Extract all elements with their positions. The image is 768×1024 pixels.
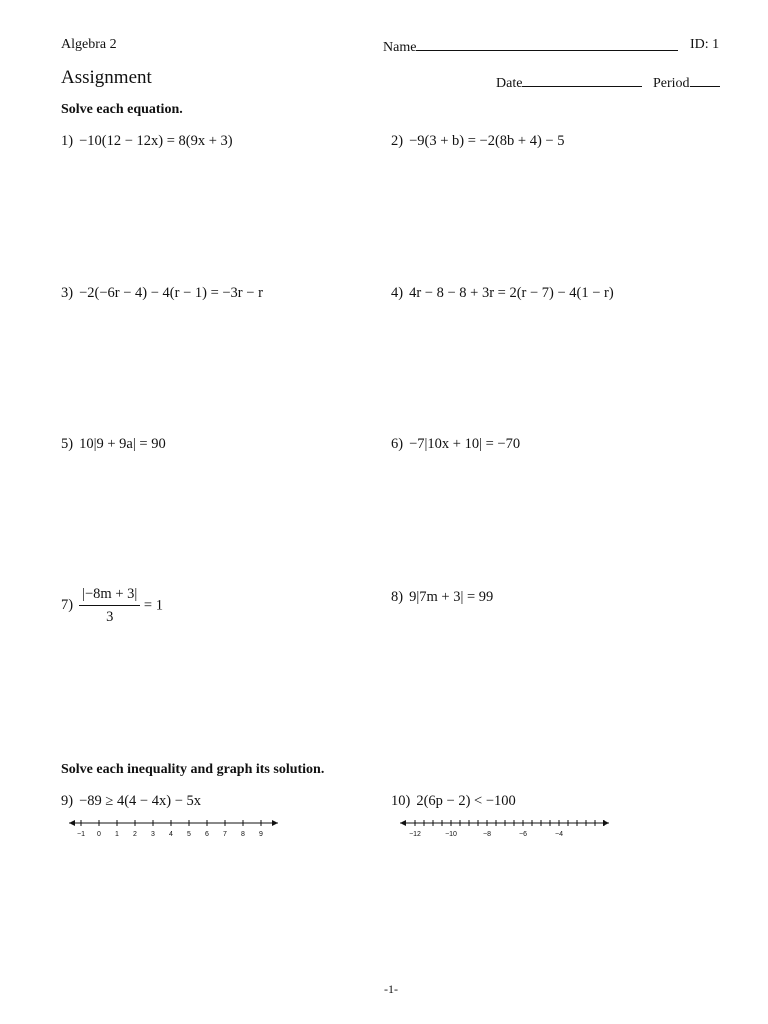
- date-blank[interactable]: [522, 73, 642, 87]
- problem-2: [391, 133, 564, 150]
- problem-equation: −9(3 + b) = −2(8b + 4) − 5: [409, 133, 565, 149]
- problem-number: 1): [61, 133, 74, 149]
- tick-label: −6: [519, 831, 527, 838]
- arrow-right-icon: [272, 820, 278, 826]
- tick-label: −10: [445, 831, 457, 838]
- name-blank[interactable]: [416, 37, 678, 51]
- tick-label: 0: [97, 831, 101, 838]
- fraction-rhs: = 1: [143, 597, 163, 614]
- tick-label: 2: [133, 831, 137, 838]
- problem-equation: −7|10x + 10| = −70: [409, 436, 521, 452]
- course-name: Algebra 2: [61, 37, 117, 52]
- tick-label: −12: [409, 831, 421, 838]
- problem-9: [61, 793, 201, 810]
- problem-equation: 4r − 8 − 8 + 3r = 2(r − 7) − 4(1 − r): [409, 285, 614, 301]
- problem-6: [391, 436, 520, 453]
- problem-8: [391, 589, 493, 606]
- tick-label: −1: [77, 831, 85, 838]
- problem-number: 3): [61, 285, 74, 301]
- problem-7: [61, 586, 163, 626]
- problem-number: 10): [391, 793, 411, 809]
- fraction: [79, 586, 140, 626]
- id-label: ID: 1: [690, 37, 720, 52]
- problem-equation: 10|9 + 9a| = 90: [79, 436, 166, 452]
- tick-label: 8: [241, 831, 245, 838]
- tick-label: 4: [169, 831, 173, 838]
- tick-label: −8: [483, 831, 491, 838]
- arrow-left-icon: [69, 820, 75, 826]
- problem-number: 6): [391, 436, 404, 452]
- page-title: Assignment: [61, 67, 152, 88]
- problem-4: [391, 285, 614, 302]
- problem-5: [61, 436, 166, 453]
- equations-instruction: Solve each equation.: [61, 102, 183, 117]
- problem-number: 5): [61, 436, 74, 452]
- tick-label: 7: [223, 831, 227, 838]
- name-label: Name: [383, 40, 417, 55]
- problem-1: [61, 133, 233, 150]
- number-line-10[interactable]: [397, 815, 612, 841]
- problem-number: 7): [61, 597, 74, 614]
- tick-label: 5: [187, 831, 191, 838]
- problem-number: 9): [61, 793, 74, 809]
- date-label: Date: [496, 76, 523, 91]
- problem-number: 2): [391, 133, 404, 149]
- problem-equation: −2(−6r − 4) − 4(r − 1) = −3r − r: [79, 285, 263, 301]
- tick-label: 1: [115, 831, 119, 838]
- period-blank[interactable]: [690, 73, 720, 87]
- period-label: Period: [653, 76, 690, 91]
- tick-label: 6: [205, 831, 209, 838]
- arrow-left-icon: [400, 820, 406, 826]
- problem-equation: −89 ≥ 4(4 − 4x) − 5x: [79, 793, 201, 809]
- inequalities-instruction: Solve each inequality and graph its solution.: [61, 762, 325, 777]
- date-field[interactable]: [496, 73, 642, 92]
- period-field[interactable]: [653, 73, 720, 92]
- tick-label: 3: [151, 831, 155, 838]
- problem-equation: 9|7m + 3| = 99: [409, 589, 494, 605]
- problem-number: 4): [391, 285, 404, 301]
- problem-10: [391, 793, 516, 810]
- problem-equation: 2(6p − 2) < −100: [416, 793, 516, 809]
- number-line-9[interactable]: [66, 815, 281, 841]
- problem-equation: −10(12 − 12x) = 8(9x + 3): [79, 133, 233, 149]
- problem-number: 8): [391, 589, 404, 605]
- problem-3: [61, 285, 263, 302]
- page-number: -1-: [384, 982, 398, 996]
- name-field[interactable]: [383, 37, 678, 56]
- tick-label: 9: [259, 831, 263, 838]
- tick-label: −4: [555, 831, 563, 838]
- fraction-denominator: 3: [106, 609, 114, 625]
- fraction-numerator: |−8m + 3|: [79, 586, 140, 606]
